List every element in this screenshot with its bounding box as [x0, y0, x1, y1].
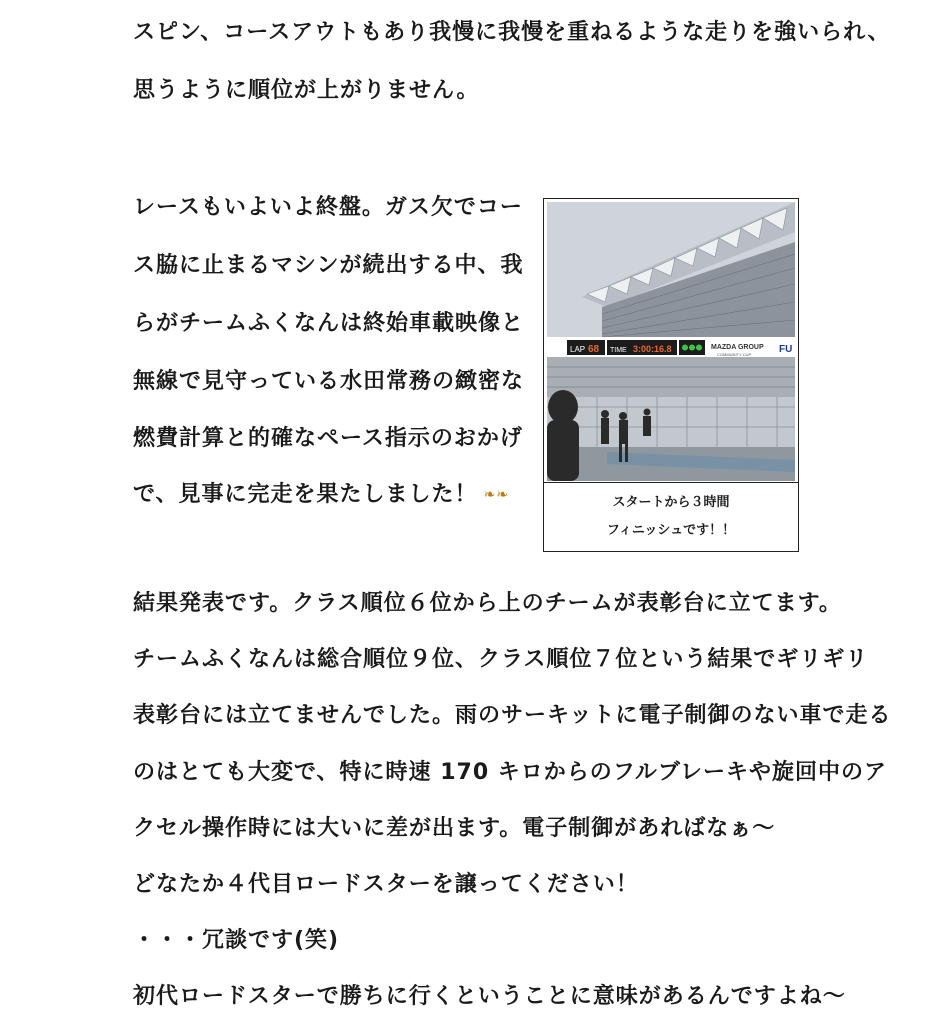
body-text-line: [133, 482, 509, 508]
body-text-line: 思うように順位が上がりません。: [133, 78, 480, 103]
scoreboard-lap-value: 68: [588, 344, 600, 355]
body-text-line: 結果発表です。クラス順位６位から上のチームが表彰台に立てます。: [133, 591, 842, 616]
photo-figure: [543, 198, 799, 552]
body-text-line: クセル操作時には大いに差が出ます。電子制御があればなぁ～: [133, 816, 776, 841]
caption-line: スタートから３時間: [612, 495, 730, 510]
race-grandstand-photo: [547, 202, 795, 481]
body-text-line: どなたか４代目ロードスターを譲ってください！: [133, 872, 639, 897]
signal-light-icon: [682, 345, 688, 351]
scoreboard-partial-sign: FU: [779, 344, 793, 355]
signal-light-icon: [696, 345, 702, 351]
body-text-line: ・・・冗談です(笑): [133, 928, 340, 953]
body-text-line: らがチームふくなんは終始車載映像と: [133, 311, 525, 336]
body-text-line: 無線で見守っている水田常務の緻密な: [133, 369, 525, 394]
scoreboard-sponsor: MAZDA GROUP: [711, 344, 764, 351]
scoreboard-time-label: TIME: [610, 347, 627, 354]
applause-hands-icon: ❧❧: [483, 486, 510, 503]
body-text-segment: で、見事に完走を果たしました！: [133, 482, 478, 507]
signal-light-icon: [689, 345, 695, 351]
scoreboard-time-value: 3:00:16.8: [633, 344, 672, 354]
body-text-line: のはとても大変で、特に時速 170 キロからのフルブレーキや旋回中のア: [133, 760, 888, 785]
body-text-line: ス脇に止まるマシンが続出する中、我: [133, 253, 524, 278]
body-text-line: レースもいよいよ終盤。ガス欠でコー: [133, 195, 523, 220]
scoreboard-sponsor-sub: COMMUNITY CUP: [717, 352, 752, 357]
scoreboard-lap-label: LAP: [570, 345, 586, 354]
body-text-line: チームふくなんは総合順位９位、クラス順位７位という結果でギリギリ: [133, 647, 869, 672]
caption-line: フィニッシュです！！: [606, 523, 736, 538]
body-text-line: スピン、コースアウトもあり我慢に我慢を重ねるような走りを強いられ、: [133, 20, 891, 45]
photo-caption: [544, 482, 798, 550]
body-text-line: 表彰台には立てませんでした。雨のサーキットに電子制御のない車で走る: [133, 703, 892, 728]
body-text-line: 燃費計算と的確なペース指示のおかげ: [133, 426, 523, 451]
body-text-line: 初代ロードスターで勝ちに行くということに意味があるんですよね～: [133, 984, 846, 1009]
